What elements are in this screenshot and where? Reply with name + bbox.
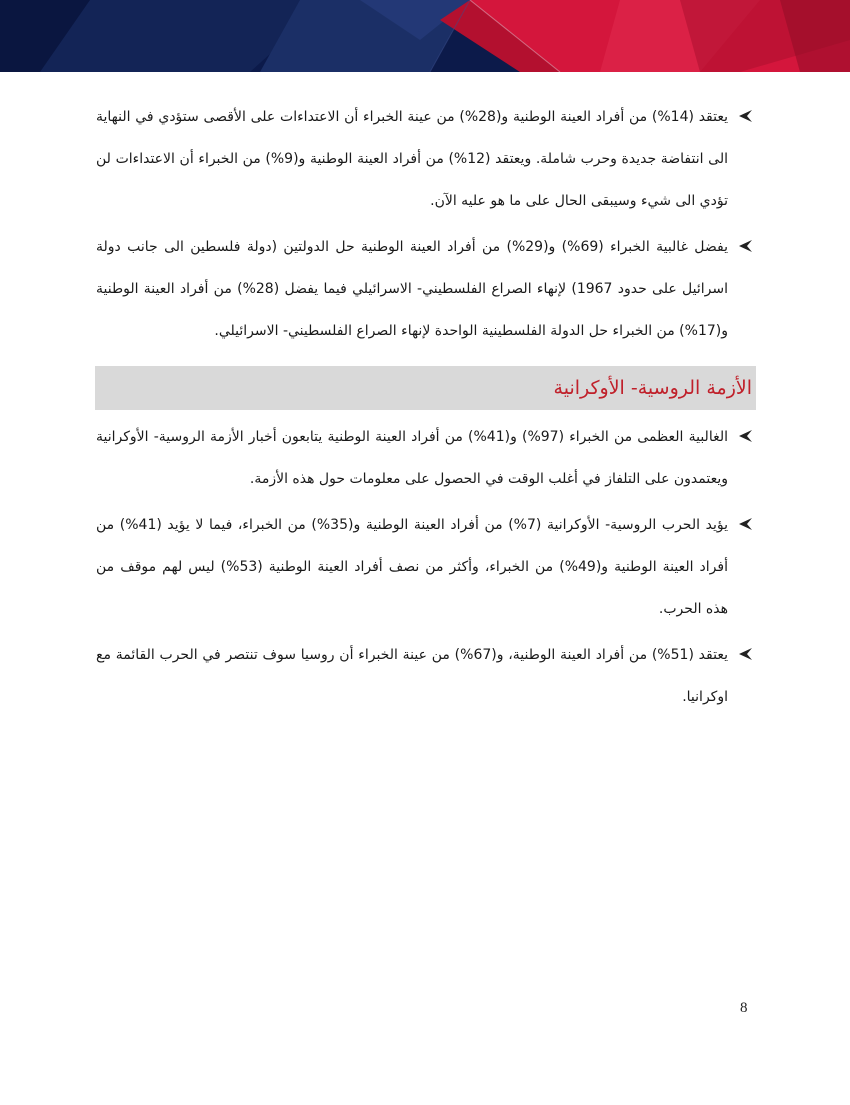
arrowhead-bullet-icon bbox=[738, 109, 752, 123]
bullet-text: يفضل غالبية الخبراء (69%) و(29%) من أفراد العينة الوطنية حل الدولتين (دولة فلسطين الى جانب دولة اسرائيل على حدود 1967) لإنهاء الصراع الفلسطيني- الاسرائيلي فيما يفضل (28%) من أفراد العينة الوطنية و(17%) من الخبراء حل الدولة الفلسطينية الواحدة لإنهاء الصراع الفلسطيني- الاسرائيلي. bbox=[96, 239, 728, 339]
bullet-text: الغالبية العظمى من الخبراء (97%) و(41%) من أفراد العينة الوطنية يتابعون أخبار الأزمة الروسية- الأوكرانية ويعتمدون على التلفاز في أغلب الوقت في الحصول على معلومات حول هذه الأزمة. bbox=[96, 429, 729, 487]
main-content bbox=[96, 96, 752, 718]
bullet-item-war-outcome bbox=[96, 634, 752, 718]
bullet-item-following-news bbox=[96, 416, 752, 500]
arrowhead-bullet-icon bbox=[738, 647, 752, 661]
bullet-item-aqsa-attacks bbox=[96, 96, 752, 222]
bullet-text: يعتقد (14%) من أفراد العينة الوطنية و(28%) من عينة الخبراء أن الاعتداءات على الأقصى ستؤدي في النهاية الى انتفاضة جديدة وحرب شاملة. ويعتقد (12%) من أفراد العينة الوطنية و(9%) من الخبراء أن الاعتداءات لن تؤدي الى شيء وسيبقى الحال على ما هو عليه الآن. bbox=[96, 109, 729, 209]
bullet-text: يؤيد الحرب الروسية- الأوكرانية (7%) من أفراد العينة الوطنية و(35%) من الخبراء، فيما لا يؤيد (41%) من أفراد العينة الوطنية و(49%) من الخبراء، وأكثر من نصف أفراد العينة الوطنية (53%) ليس لهم موقف من هذه الحرب. bbox=[96, 517, 728, 617]
section-heading-title: الأزمة الروسية- الأوكرانية bbox=[553, 377, 752, 399]
bullet-item-war-support bbox=[96, 504, 752, 630]
arrowhead-bullet-icon bbox=[738, 239, 752, 253]
arrowhead-bullet-icon bbox=[738, 517, 752, 531]
page-number: 8 bbox=[740, 1000, 748, 1016]
bullet-item-two-state-solution bbox=[96, 226, 752, 352]
arrowhead-bullet-icon bbox=[738, 429, 752, 443]
header-banner-graphic bbox=[0, 0, 850, 72]
bullet-text: يعتقد (51%) من أفراد العينة الوطنية، و(67%) من عينة الخبراء أن روسيا سوف تنتصر في الحرب القائمة مع اوكرانيا. bbox=[96, 647, 728, 705]
section-heading-band bbox=[95, 366, 756, 410]
header-banner bbox=[0, 0, 850, 72]
